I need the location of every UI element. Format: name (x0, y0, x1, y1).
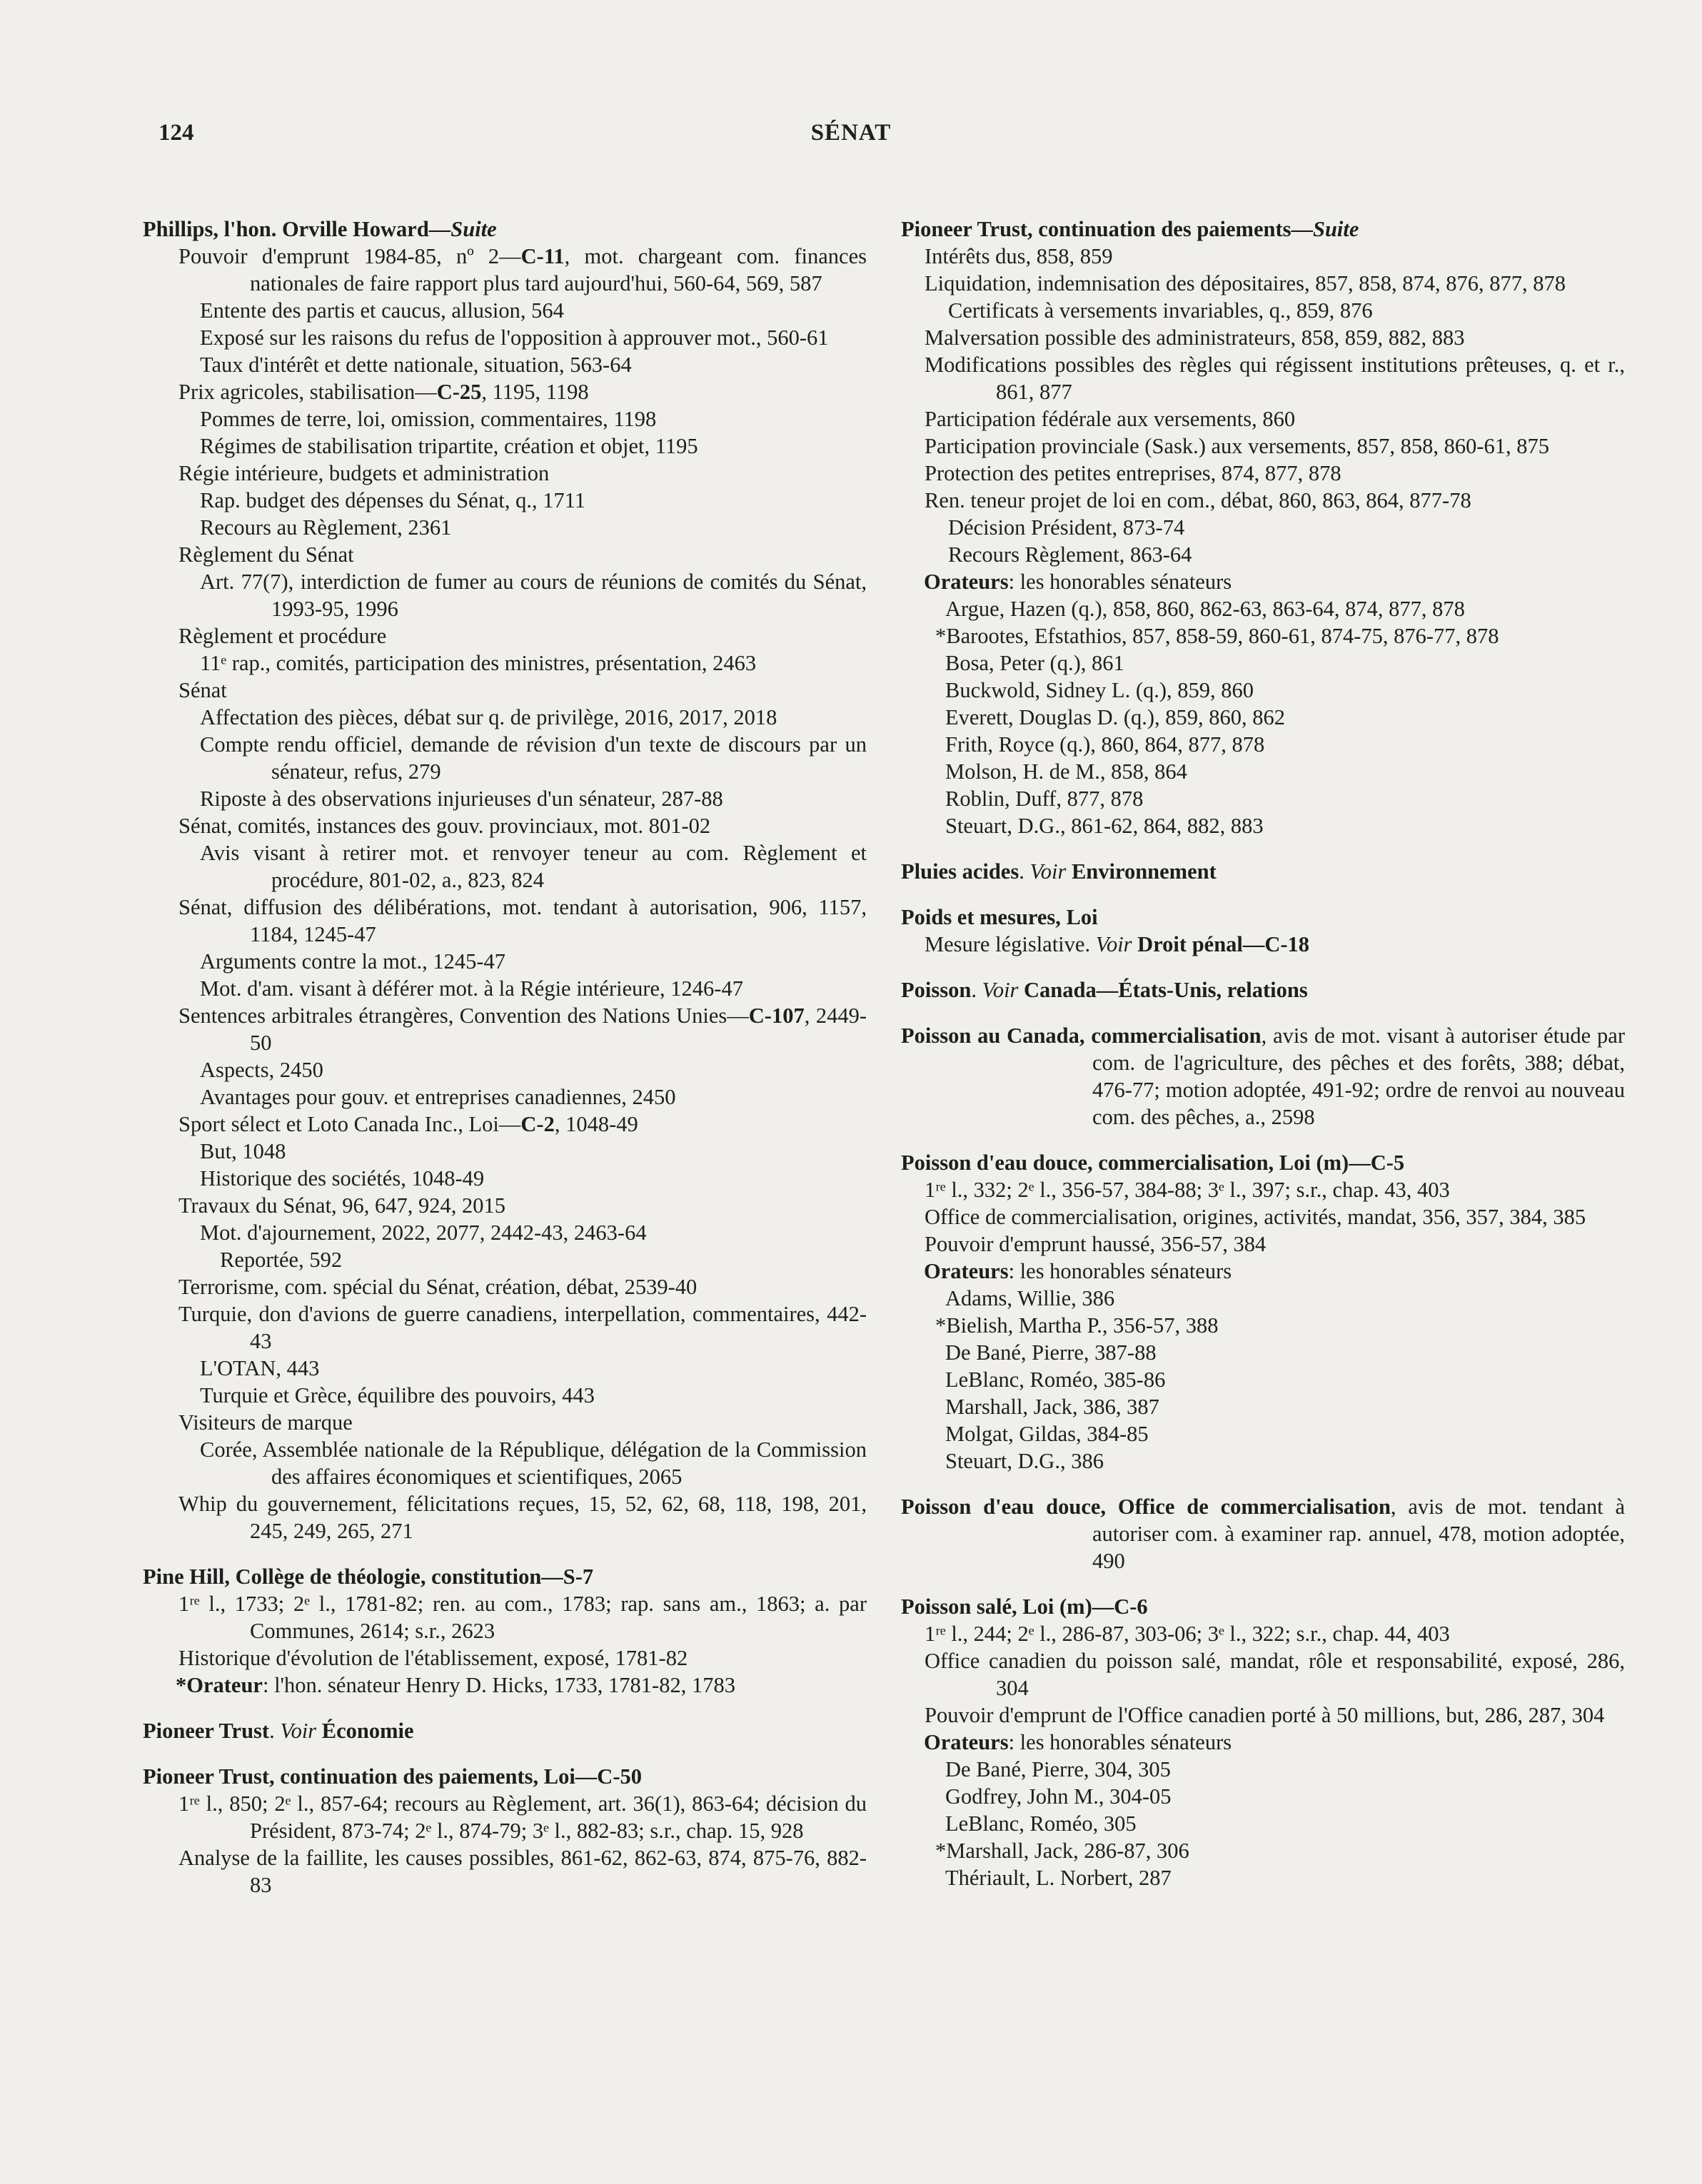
index-entry (945, 649, 1625, 677)
entry-text: Poisson d'eau douce, Office de commercialisation (901, 1495, 1391, 1519)
entry-text: Aspects, 2450 (200, 1058, 323, 1082)
entry-text: Phillips, l'hon. Orville Howard— (143, 217, 451, 241)
entry-text: Historique des sociétés, 1048-49 (200, 1166, 485, 1190)
entry-text: *Orateur (176, 1673, 263, 1697)
entry-text: Suite (1312, 217, 1359, 241)
index-entry (945, 1756, 1625, 1783)
entry-text: Régimes de stabilisation tripartite, création et objet, 1195 (200, 434, 698, 458)
index-entry (178, 1002, 867, 1056)
index-entry (178, 622, 867, 649)
entry-text: 1ʳᵉ l., 332; 2ᵉ l., 356-57, 384-88; 3ᵉ l., 397; s.r., chap. 43, 403 (925, 1178, 1450, 1202)
entry-text: Exposé sur les raisons du refus de l'opposition à approuver mot., 560-61 (200, 325, 829, 350)
entry-text: Orateurs (924, 570, 1009, 594)
entry-text: L'OTAN, 443 (200, 1356, 320, 1380)
entry-text: *Bielish, Martha P., 356-57, 388 (935, 1313, 1219, 1338)
entry-text: Intérêts dus, 858, 859 (925, 244, 1113, 268)
entry-text: 1ʳᵉ l., 244; 2ᵉ l., 286-87, 303-06; 3ᵉ l., 322; s.r., chap. 44, 403 (925, 1622, 1450, 1646)
entry-text: Ren. teneur projet de loi en com., débat, 860, 863, 864, 877-78 (925, 488, 1471, 512)
index-entry (924, 1729, 1625, 1756)
entry-text: Rap. budget des dépenses du Sénat, q., 1711 (200, 488, 586, 512)
entry-text: Droit pénal—C-18 (1132, 932, 1310, 956)
index-heading (143, 216, 867, 243)
index-entry (178, 541, 867, 568)
index-entry (935, 1837, 1625, 1864)
entry-text: Steuart, D.G., 861-62, 864, 882, 883 (945, 814, 1264, 838)
entry-text: Poisson salé, Loi (m)—C-6 (901, 1594, 1148, 1619)
index-heading (143, 1717, 867, 1744)
index-entry (178, 460, 867, 487)
index-entry (178, 1111, 867, 1138)
index-entry (200, 1056, 867, 1083)
index-heading (901, 216, 1625, 243)
entry-text: Riposte à des observations injurieuses d'un sénateur, 287-88 (200, 787, 723, 811)
entry-text: Avis visant à retirer mot. et renvoyer teneur au com. Règlement et procédure, 801-02, a., 823, 824 (200, 841, 867, 892)
entry-text: Participation fédérale aux versements, 860 (925, 407, 1296, 431)
entry-text: Turquie, don d'avions de guerre canadiens, interpellation, commentaires, 442-43 (178, 1302, 867, 1353)
index-entry (924, 568, 1625, 595)
entry-text: Turquie et Grèce, équilibre des pouvoirs, 443 (200, 1383, 595, 1407)
entry-text: Visiteurs de marque (178, 1410, 353, 1435)
entry-text: Sénat (178, 678, 227, 702)
index-entry (178, 1790, 867, 1844)
index-entry (200, 433, 867, 460)
entry-text: Taux d'intérêt et dette nationale, situation, 563-64 (200, 353, 632, 377)
entry-text: Pioneer Trust, continuation des paiements— (901, 217, 1313, 241)
entry-text: Protection des petites entreprises, 874, 877, 878 (925, 461, 1341, 485)
entry-text: Recours au Règlement, 2361 (200, 515, 452, 540)
index-entry (200, 351, 867, 378)
entry-text: Canada—États-Unis, relations (1018, 978, 1308, 1002)
index-entry (200, 1083, 867, 1111)
index-heading (901, 1149, 1625, 1176)
index-entry (945, 785, 1625, 812)
entry-text: . (269, 1719, 281, 1743)
entry-text: : les honorables sénateurs (1008, 1259, 1232, 1283)
index-entry (945, 758, 1625, 785)
index-entry (945, 1420, 1625, 1447)
entry-text: Mot. d'ajournement, 2022, 2077, 2442-43, 2463-64 (200, 1220, 647, 1245)
entry-text: Voir (982, 978, 1019, 1002)
page-header (0, 120, 1702, 156)
entry-text: Steuart, D.G., 386 (945, 1449, 1104, 1473)
index-entry (200, 324, 867, 351)
entry-text: Buckwold, Sidney L. (q.), 859, 860 (945, 678, 1254, 702)
index-entry (945, 1864, 1625, 1891)
entry-text: Analyse de la faillite, les causes possibles, 861-62, 862-63, 874, 875-76, 882-83 (178, 1846, 867, 1897)
index-entry (948, 541, 1625, 568)
entry-text: Malversation possible des administrateurs, 858, 859, 882, 883 (925, 325, 1465, 350)
entry-text: De Bané, Pierre, 387-88 (945, 1340, 1157, 1365)
index-entry (200, 405, 867, 433)
index-entry (200, 297, 867, 324)
entry-text: Corée, Assemblée nationale de la République, délégation de la Commission des affaires économiques et scientifiques, 2065 (200, 1437, 867, 1489)
index-entry (178, 1844, 867, 1899)
entry-text: Art. 77(7), interdiction de fumer au cours de réunions de comités du Sénat, 1993-95, 1996 (200, 570, 867, 621)
entry-text: Régie intérieure, budgets et administration (178, 461, 550, 485)
index-entry (200, 948, 867, 975)
index-entry (200, 1436, 867, 1490)
index-entry (178, 1300, 867, 1355)
index-entry (925, 324, 1625, 351)
entry-text: C-107 (748, 1003, 805, 1028)
index-entry (925, 487, 1625, 514)
index-entry (200, 785, 867, 812)
entry-text: Voir (1095, 932, 1132, 956)
entry-text: Office de commercialisation, origines, activités, mandat, 356, 357, 384, 385 (925, 1205, 1586, 1229)
index-entry (200, 649, 867, 677)
index-heading (901, 904, 1625, 931)
index-entry (925, 243, 1625, 270)
index-entry (925, 1702, 1625, 1729)
entry-text: Poids et mesures, Loi (901, 905, 1098, 929)
entry-text: Pioneer Trust (143, 1719, 270, 1743)
entry-text: Terrorisme, com. spécial du Sénat, création, débat, 2539-40 (178, 1275, 698, 1299)
entry-text: , 2449-50 (250, 1003, 867, 1055)
entry-text: Historique d'évolution de l'établissement, exposé, 1781-82 (178, 1646, 688, 1670)
index-heading (901, 1593, 1625, 1620)
index-heading (901, 976, 1625, 1003)
entry-text: Environnement (1066, 859, 1217, 884)
index-entry (200, 1165, 867, 1192)
entry-text: Molson, H. de M., 858, 864 (945, 759, 1187, 784)
index-entry (200, 1138, 867, 1165)
index-entry (178, 812, 867, 839)
index-entry (200, 975, 867, 1002)
index-entry (200, 1219, 867, 1246)
entry-text: Frith, Royce (q.), 860, 864, 877, 878 (945, 732, 1265, 757)
index-heading (143, 1563, 867, 1590)
index-entry (220, 1246, 867, 1273)
index-heading (901, 1022, 1625, 1131)
index-heading (901, 1493, 1625, 1574)
index-heading (901, 858, 1625, 885)
index-heading (143, 1763, 867, 1790)
entry-text: Roblin, Duff, 877, 878 (945, 787, 1144, 811)
index-entry (925, 1620, 1625, 1647)
entry-text: C-11 (520, 244, 565, 268)
entry-text: Prix agricoles, stabilisation— (178, 380, 437, 404)
index-entry (200, 839, 867, 894)
entry-text: Thériault, L. Norbert, 287 (945, 1866, 1172, 1890)
entry-text: LeBlanc, Roméo, 385-86 (945, 1367, 1166, 1392)
entry-text: De Bané, Pierre, 304, 305 (945, 1757, 1171, 1781)
index-entry (178, 1273, 867, 1300)
entry-text: Pluies acides (901, 859, 1019, 884)
entry-text: Économie (316, 1719, 414, 1743)
entry-text: , mot. chargeant com. finances nationales de faire rapport plus tard aujourd'hui, 560-64, 569, 587 (250, 244, 867, 295)
entry-text: Travaux du Sénat, 96, 647, 924, 2015 (178, 1193, 506, 1218)
entry-text: Sport sélect et Loto Canada Inc., Loi— (178, 1112, 521, 1136)
entry-text: 1ʳᵉ l., 850; 2ᵉ l., 857-64; recours au Règlement, art. 36(1), 863-64; décision du Président, 873-74; 2ᵉ l., 874-79; 3ᵉ l., 882-83; s.r., chap. 15, 928 (178, 1791, 867, 1843)
index-entry (945, 1393, 1625, 1420)
entry-text: Orateurs (924, 1259, 1009, 1283)
entry-text: Pouvoir d'emprunt haussé, 356-57, 384 (925, 1232, 1267, 1256)
index-entry (200, 731, 867, 785)
index-entry (200, 704, 867, 731)
entry-text: : les honorables sénateurs (1008, 570, 1232, 594)
entry-text: Pouvoir d'emprunt 1984-85, nº 2— (178, 244, 521, 268)
index-entry (178, 894, 867, 948)
entry-text: Mesure législative. (925, 932, 1096, 956)
entry-text: Molgat, Gildas, 384-85 (945, 1422, 1149, 1446)
entry-text: Arguments contre la mot., 1245-47 (200, 949, 506, 974)
entry-text: , avis de mot. tendant à autoriser com. à examiner rap. annuel, 478, motion adoptée, 490 (1092, 1495, 1625, 1573)
index-entry (178, 1590, 867, 1644)
entry-text: Recours Règlement, 863-64 (948, 542, 1192, 567)
entry-text: Liquidation, indemnisation des dépositaires, 857, 858, 874, 876, 877, 878 (925, 271, 1566, 295)
index-entry (925, 1230, 1625, 1258)
entry-text: . (1019, 859, 1030, 884)
entry-text: Pine Hill, Collège de théologie, constitution—S-7 (143, 1564, 594, 1589)
page-number: 124 (158, 120, 194, 146)
entry-text: 11ᵉ rap., comités, participation des ministres, présentation, 2463 (200, 651, 757, 675)
entry-text: Voir (280, 1719, 317, 1743)
index-entry (178, 243, 867, 297)
entry-text: Marshall, Jack, 386, 387 (945, 1395, 1159, 1419)
entry-text: LeBlanc, Roméo, 305 (945, 1811, 1137, 1836)
index-entry (945, 1447, 1625, 1475)
entry-text: : les honorables sénateurs (1008, 1730, 1232, 1754)
index-entry (200, 487, 867, 514)
entry-text: Reportée, 592 (220, 1248, 343, 1272)
entry-text: Adams, Willie, 386 (945, 1286, 1115, 1310)
index-entry (200, 568, 867, 622)
entry-text: But, 1048 (200, 1139, 286, 1163)
entry-text: Bosa, Peter (q.), 861 (945, 651, 1124, 675)
entry-text: Pioneer Trust, continuation des paiements, Loi—C-50 (143, 1764, 642, 1789)
entry-text: Poisson au Canada, commercialisation (901, 1023, 1262, 1048)
entry-text: Everett, Douglas D. (q.), 859, 860, 862 (945, 705, 1286, 729)
index-entry (925, 1176, 1625, 1203)
index-entry (925, 460, 1625, 487)
entry-text: . (971, 978, 982, 1002)
entry-text: , 1195, 1198 (481, 380, 589, 404)
entry-text: Argue, Hazen (q.), 858, 860, 862-63, 863-64, 874, 877, 878 (945, 597, 1465, 621)
entry-text: *Marshall, Jack, 286-87, 306 (935, 1839, 1189, 1863)
index-entry (945, 731, 1625, 758)
entry-text: Compte rendu officiel, demande de révision d'un texte de discours par un sénateur, refus, 279 (200, 732, 867, 784)
index-entry (925, 1203, 1625, 1230)
entry-text: Mot. d'am. visant à déférer mot. à la Régie intérieure, 1246-47 (200, 976, 743, 1001)
entry-text: C-2 (520, 1112, 555, 1136)
entry-text: Orateurs (924, 1730, 1009, 1754)
index-entry (945, 1285, 1625, 1312)
index-entry (200, 1355, 867, 1382)
entry-text: C-25 (436, 380, 482, 404)
index-entry (948, 297, 1625, 324)
index-entry (925, 931, 1625, 958)
entry-text: Sénat, diffusion des délibérations, mot. tendant à autorisation, 906, 1157, 1184, 1245-47 (178, 895, 867, 946)
index-entry (925, 433, 1625, 460)
index-entry (925, 270, 1625, 297)
index-entry (945, 704, 1625, 731)
entry-text: Sentences arbitrales étrangères, Convention des Nations Unies— (178, 1003, 749, 1028)
index-entry (935, 1312, 1625, 1339)
index-entry (945, 1810, 1625, 1837)
index-entry (945, 595, 1625, 622)
entry-text: 1ʳᵉ l., 1733; 2ᵉ l., 1781-82; ren. au com., 1783; rap. sans am., 1863; a. par Communes, 2614; s.r., 2623 (178, 1592, 867, 1643)
index-entry (178, 1192, 867, 1219)
entry-text: Règlement et procédure (178, 624, 387, 648)
index-entry (945, 812, 1625, 839)
entry-text: Whip du gouvernement, félicitations reçues, 15, 52, 62, 68, 118, 198, 201, 245, 249, 265, 271 (178, 1492, 867, 1543)
entry-text: , avis de mot. visant à autoriser étude par com. de l'agriculture, des pêches et des forêts, 388; débat, 476-77; motion adoptée, 491-92; ordre de renvoi au nouveau com. des pêches, a., 2598 (1092, 1023, 1625, 1129)
index-entry (945, 677, 1625, 704)
index-entry (924, 1258, 1625, 1285)
entry-text: Poisson (901, 978, 972, 1002)
index-entry (925, 351, 1625, 405)
entry-text: Entente des partis et caucus, allusion, 564 (200, 298, 564, 323)
index-entry (925, 1647, 1625, 1702)
entry-text: Suite (450, 217, 497, 241)
entry-text: Office canadien du poisson salé, mandat, rôle et responsabilité, exposé, 286, 304 (925, 1649, 1625, 1700)
entry-text: Décision Président, 873-74 (948, 515, 1185, 540)
entry-text: Godfrey, John M., 304-05 (945, 1784, 1172, 1809)
entry-text: *Barootes, Efstathios, 857, 858-59, 860-61, 874-75, 876-77, 878 (935, 624, 1499, 648)
index-entry (945, 1339, 1625, 1366)
entry-text: Avantages pour gouv. et entreprises canadiennes, 2450 (200, 1085, 676, 1109)
running-title: SÉNAT (810, 120, 892, 146)
index-entry (178, 1409, 867, 1436)
entry-text: Pouvoir d'emprunt de l'Office canadien porté à 50 millions, but, 286, 287, 304 (925, 1703, 1605, 1727)
index-entry (178, 378, 867, 405)
index-entry (945, 1783, 1625, 1810)
index-entry (178, 1644, 867, 1672)
left-column (143, 216, 867, 1899)
entry-text: Pommes de terre, loi, omission, commentaires, 1198 (200, 407, 657, 431)
index-entry (178, 1490, 867, 1545)
index-entry (178, 677, 867, 704)
entry-text: : l'hon. sénateur Henry D. Hicks, 1733, 1781-82, 1783 (262, 1673, 735, 1697)
entry-text: Modifications possibles des règles qui régissent institutions prêteuses, q. et r., 861, 877 (925, 353, 1625, 404)
index-entry (200, 1382, 867, 1409)
right-column (901, 216, 1625, 1891)
entry-text: Sénat, comités, instances des gouv. provinciaux, mot. 801-02 (178, 814, 711, 838)
index-entry (925, 405, 1625, 433)
index-entry (945, 1366, 1625, 1393)
index-entry (200, 514, 867, 541)
entry-text: , 1048-49 (554, 1112, 638, 1136)
entry-text: Participation provinciale (Sask.) aux versements, 857, 858, 860-61, 875 (925, 434, 1549, 458)
entry-text: Voir (1029, 859, 1067, 884)
entry-text: Règlement du Sénat (178, 542, 354, 567)
entry-text: Affectation des pièces, débat sur q. de privilège, 2016, 2017, 2018 (200, 705, 777, 729)
index-entry (948, 514, 1625, 541)
entry-text: Poisson d'eau douce, commercialisation, Loi (m)—C-5 (901, 1151, 1405, 1175)
entry-text: Certificats à versements invariables, q., 859, 876 (948, 298, 1373, 323)
index-entry (176, 1672, 867, 1699)
index-entry (935, 622, 1625, 649)
